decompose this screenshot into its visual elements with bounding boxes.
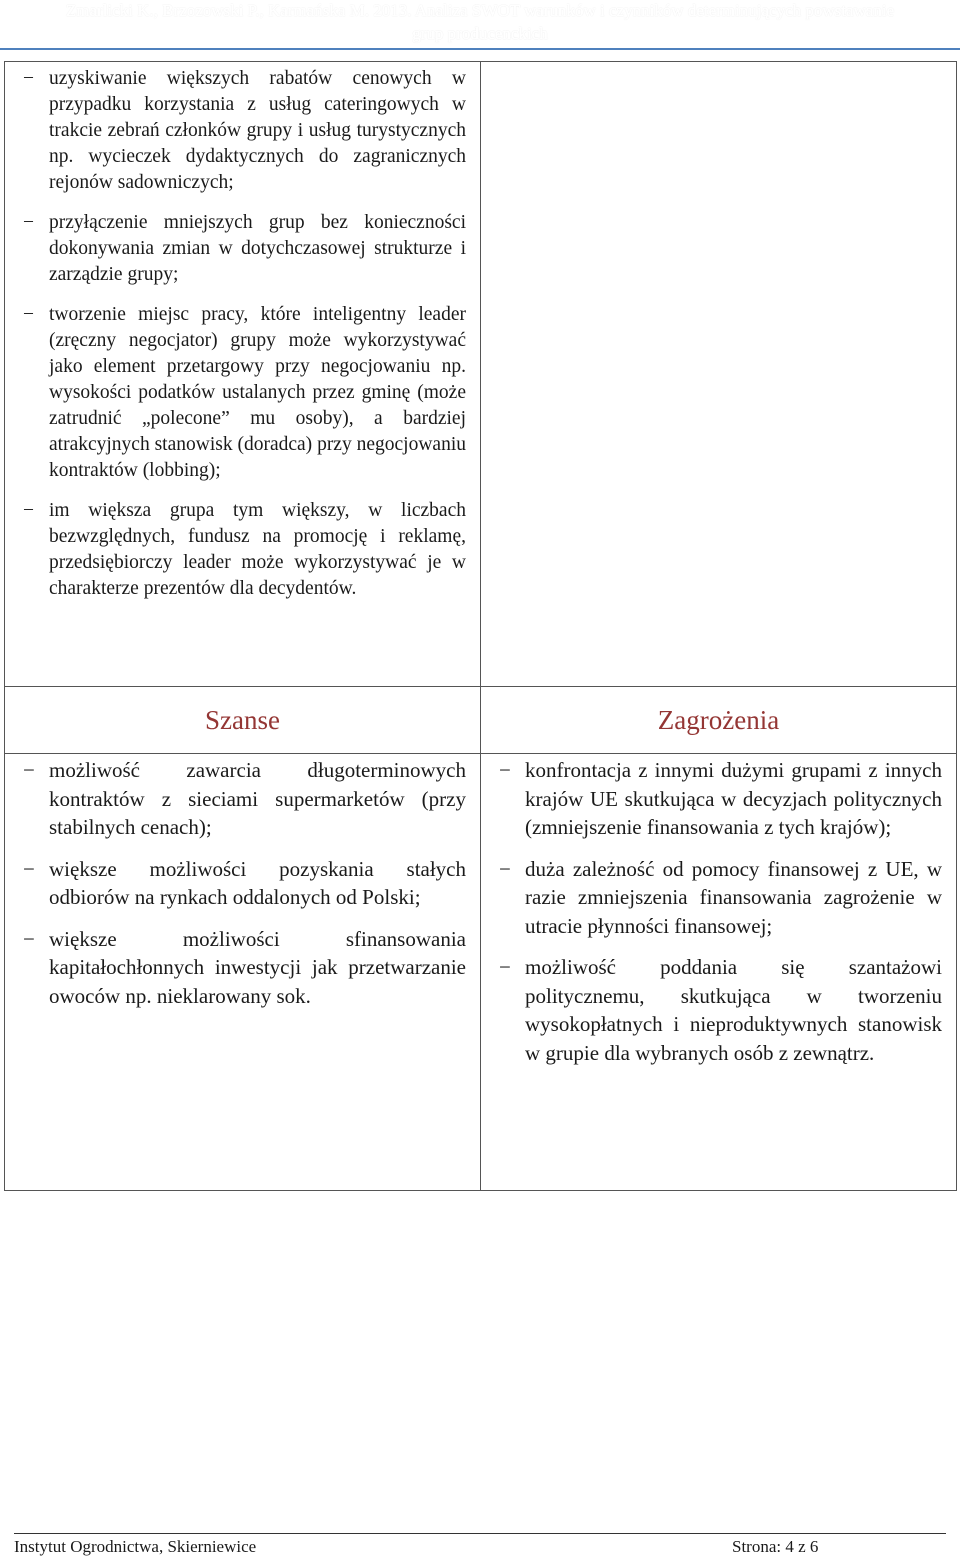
threat-item (499, 953, 942, 1067)
opportunity-item-text: większe możliwości sfinansowania kapitałochłonnych inwestycji jak przetwarzanie owoców np. nieklarowany sok. (49, 926, 466, 1008)
opportunity-item-text: większe możliwości pozyskania stałych odbiorów na rynkach oddalonych od Polski; (49, 856, 466, 909)
footer-institution: Instytut Ogrodnictwa, Skierniewice (14, 1537, 257, 1556)
section-content-row (5, 754, 957, 1191)
dash-bullet: − (23, 926, 35, 951)
swot-table (4, 61, 957, 1191)
strength-item-text: uzyskiwanie większych rabatów cenowych w przypadku korzystania z usług cateringowych w trakcie zebrań członków grupy i usług turystycznych np. wycieczek dydaktycznych do zagranicznych rejonów sadowniczych; (49, 68, 466, 193)
threats-title-cell (481, 687, 957, 754)
footer-page-number: Strona: 4 z 6 (732, 1537, 819, 1556)
threat-item-text: możliwość poddania się szantażowi politycznemu, skutkująca w tworzeniu wysokopłatnych i nieproduktywnych stanowisk w grupie dla wybranych osób z zewnątrz. (525, 955, 942, 1065)
strengths-continued-list (23, 66, 466, 602)
opportunities-title: Szanse (205, 705, 280, 735)
opportunity-item (23, 925, 466, 1011)
section-title-row (5, 687, 957, 754)
strength-item (23, 66, 466, 196)
dash-bullet: − (23, 212, 34, 233)
strength-item (23, 210, 466, 288)
dash-bullet: − (23, 758, 35, 782)
opportunities-cell (5, 754, 481, 1191)
strength-item-text: przyłączenie mniejszych grup bez konieczności dokonywania zmian w dotychczasowej strukturze i zarządzie grupy; (49, 212, 466, 285)
strength-item (23, 302, 466, 484)
top-row (5, 62, 957, 687)
opportunity-item-text: możliwość zawarcia długoterminowych kontraktów z sieciami supermarketów (przy stabilnych cenach); (49, 758, 466, 839)
dash-bullet: − (499, 955, 511, 979)
threat-item-text: konfrontacja z innymi dużymi grupami z innych krajów UE skutkująca w decyzjach politycznych (zmniejszenie finansowania z tych krajów); (525, 758, 942, 839)
opportunity-item (23, 756, 466, 842)
opportunity-item (23, 855, 466, 912)
page-header (0, 0, 960, 50)
dash-bullet: − (23, 68, 34, 89)
threat-item (499, 756, 942, 842)
page-footer (14, 1533, 946, 1558)
strength-item-text: im większa grupa tym większy, w liczbach bezwzględnych, fundusz na promocję i reklamę, przedsiębiorczy leader może wykorzystywać je w charakterze prezentów dla decydentów. (49, 500, 466, 599)
threats-cell (481, 754, 957, 1191)
dash-bullet: − (23, 304, 34, 325)
strength-item-text: tworzenie miejsc pracy, które inteligentny leader (zręczny negocjator) grupy może wykorzystywać jako element przetargowy przy negocjowaniu np. wysokości podatków ustalanych przez gminę (może zatrudnić „polecone” mu osoby), a bardziej atrakcyjnych stanowisk (doradca) przy negocjowaniu kontraktów (lobbing); (49, 304, 466, 481)
top-right-cell (481, 62, 957, 687)
dash-bullet: − (23, 856, 35, 881)
opportunities-list (23, 756, 466, 1010)
opportunities-title-cell (5, 687, 481, 754)
header-line-2: grup producenckich (412, 24, 548, 43)
header-line-1: Zmarlicki K., Brzozowski P., Karmańska M. 2013. Analiza SWOT warunków i czynników determinujących powstawanie (65, 1, 895, 20)
threats-title: Zagrożenia (657, 705, 780, 735)
dash-bullet: − (23, 500, 34, 521)
threat-item (499, 855, 942, 941)
dash-bullet: − (499, 856, 511, 881)
strength-item (23, 498, 466, 602)
dash-bullet: − (499, 758, 511, 782)
top-left-cell (5, 62, 481, 687)
threat-item-text: duża zależność od pomocy finansowej z UE, w razie zmniejszenia finansowania zagrożenie w utracie płynności finansowej; (525, 856, 942, 938)
threats-list (499, 756, 942, 1067)
